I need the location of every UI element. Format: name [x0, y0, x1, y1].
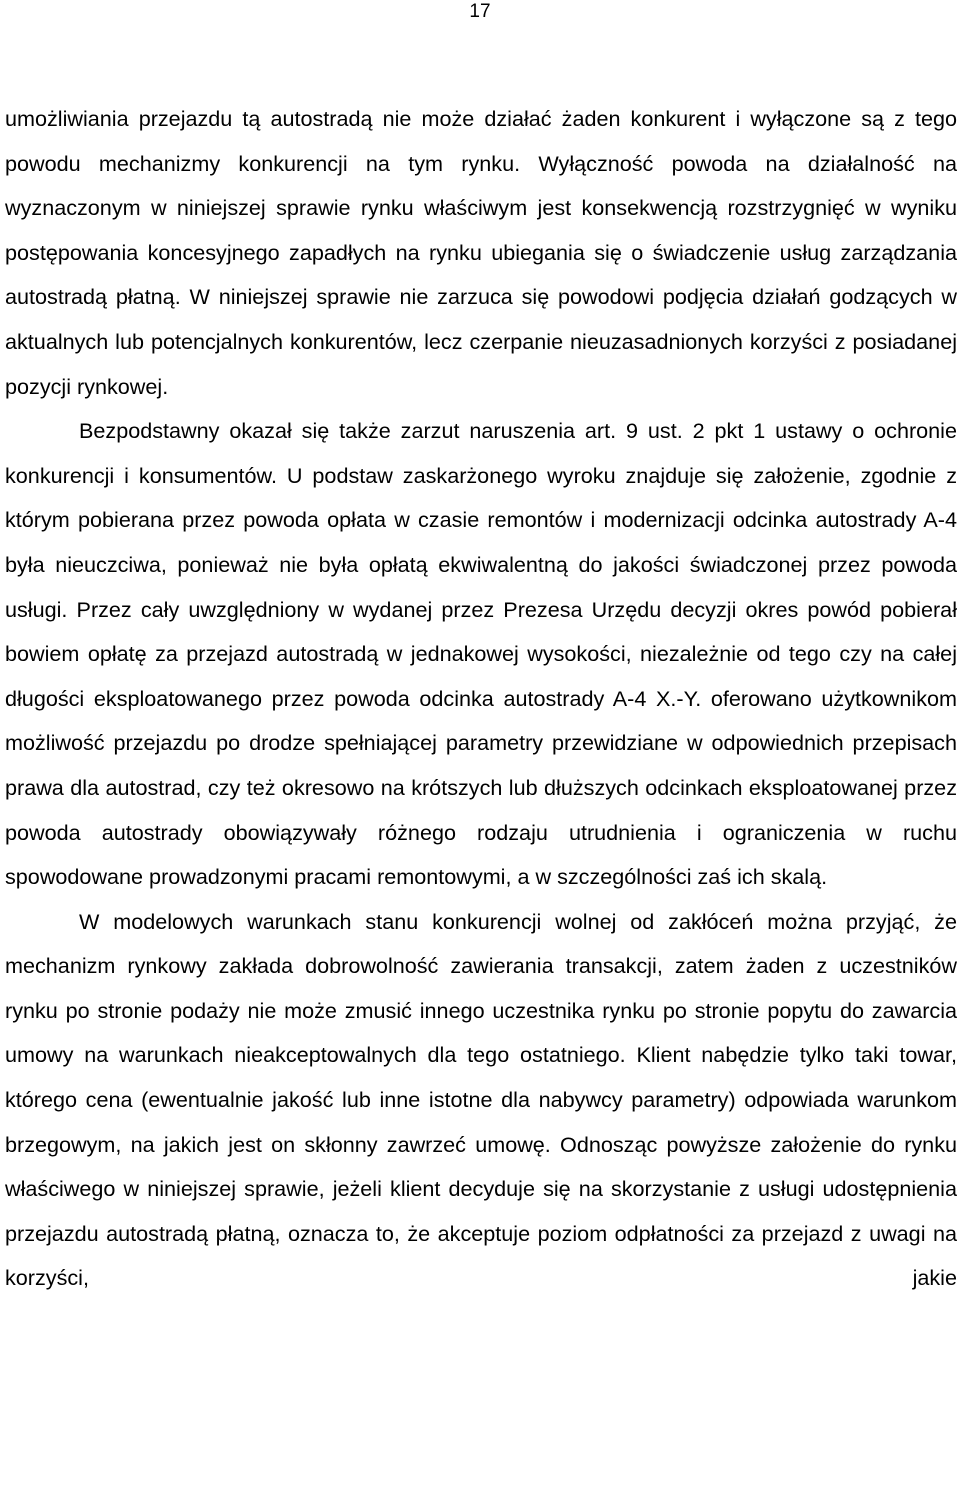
paragraph-1: umożliwiania przejazdu tą autostradą nie może działać żaden konkurent i wyłączone są z tego powodu mechanizmy konkurencji na tym rynku. Wyłączność powoda na działalność na wyznaczonym w niniejszej sprawie rynku właściwym jest konsekwencją rozstrzygnięć w wyniku postępowania koncesyjnego zapadłych na rynku ubiegania się o świadczenie usług zarządzania autostradą płatną. W niniejszej sprawie nie zarzuca się powodowi podjęcia działań godzących w aktualnych lub potencjalnych konkurentów, lecz czerpanie nieuzasadnionych korzyści z posiadanej pozycji rynkowej.	[5, 106, 957, 399]
paragraph-2: Bezpodstawny okazał się także zarzut naruszenia art. 9 ust. 2 pkt 1 ustawy o ochronie konkurencji i konsumentów. U podstaw zaskarżonego wyroku znajduje się założenie, zgodnie z którym pobierana przez powoda opłata w czasie remontów i modernizacji odcinka autostrady A-4 była nieuczciwa, ponieważ nie była opłatą ekwiwalentną do jakości świadczonej przez powoda usługi. Przez cały uwzględniony w wydanej przez Prezesa Urzędu decyzji okres powód pobierał bowiem opłatę za przejazd autostradą w jednakowej wysokości, niezależnie od tego czy na całej długości eksploatowanego przez powoda odcinka autostrady A-4 X.-Y. oferowano użytkownikom możliwość przejazdu po drodze spełniającej parametry przewidziane w odpowiednich przepisach prawa dla autostrad, czy też okresowo na krótszych lub dłuższych odcinkach eksploatowanej przez powoda autostrady obowiązywały różnego rodzaju utrudnienia i ograniczenia w ruchu spowodowane prowadzonymi pracami remontowymi, a w szczególności zaś ich skalą.	[5, 418, 957, 890]
page-number: 17	[469, 1, 491, 22]
document-body	[5, 97, 957, 1301]
paragraph-3: W modelowych warunkach stanu konkurencji wolnej od zakłóceń można przyjąć, że mechanizm rynkowy zakłada dobrowolność zawierania transakcji, zatem żaden z uczestników rynku po stronie podaży nie może zmusić innego uczestnika rynku po stronie popytu do zawarcia umowy na warunkach nieakceptowalnych dla tego ostatniego. Klient nabędzie tylko taki towar, którego cena (ewentualnie jakość lub inne istotne dla nabywcy parametry) odpowiada warunkom brzegowym, na jakich jest on skłonny zawrzeć umowę. Odnosząc powyższe założenie do rynku właściwego w niniejszej sprawie, jeżeli klient decyduje się na skorzystanie z usługi udostępnienia przejazdu autostradą płatną, oznacza to, że akceptuje poziom odpłatności za przejazd z uwagi na korzyści, jakie	[5, 908, 957, 1291]
